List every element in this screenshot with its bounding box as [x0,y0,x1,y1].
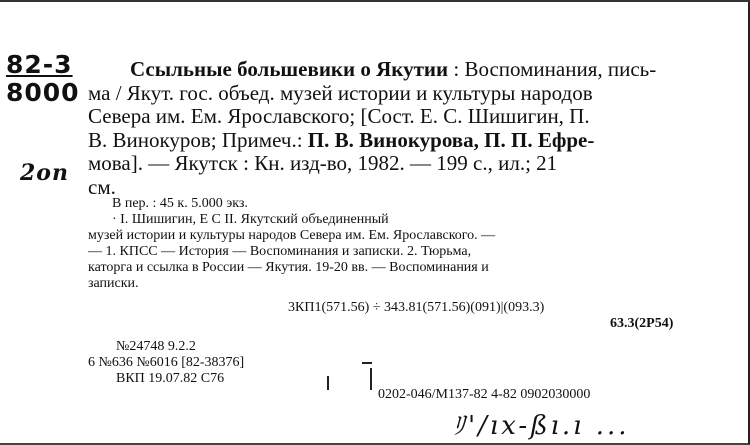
footer-line-3: ВКП 19.07.82 С76 [116,371,225,386]
handwritten-note: 2оп [20,160,69,186]
subject-line: записки. [88,276,139,291]
entry-text-bold: П. В. Винокурова, П. П. Ефре- [307,127,595,152]
stamp-mark [327,376,329,390]
price-line [88,196,700,212]
stamp-mark [370,368,372,390]
price-text: В пер. : 45 к. 5.000 экз. [112,196,248,211]
subject-line: · I. Шишигин, Е С II. Якутский объединенный [112,212,389,227]
entry-text: : Воспоминания, пись- [448,57,657,81]
subject-line: — 1. КПСС — История — Воспоминания и записки. 2. Тюрьма, [88,244,472,259]
subject-line: музей истории и культуры народов Севера им. Ем. Ярославского. — [88,228,496,243]
footer-code: 0202-046/М137-82 4-82 0902030000 [378,387,591,402]
entry-line-1 [88,58,700,82]
handwritten-code-top: 82-3 [6,50,73,79]
footer-line-2: 6 №636 №6016 [82-38376] [88,355,245,370]
classification-line-1: 3КП1(571.56) ÷ 343.81(571.56)(091)|(093.3) [288,300,545,315]
entry-line-3: Севера им. Ем. Ярославского; [Сост. Е. С. Шишигин, П. [88,104,590,128]
card-top-border [0,0,750,2]
classification-line-2: 63.3(2Р54) [610,316,674,331]
entry-line-6: см. [88,174,116,199]
handwritten-signature: ﾘ'/ıx-ßı.ı ... [452,411,630,441]
stamp-mark [362,362,372,364]
footer-line-1: №24748 9.2.2 [116,339,196,354]
handwritten-code-bottom: 8000 [6,78,80,107]
bibliographic-entry [88,58,700,199]
entry-text: В. Винокуров; Примеч.: [88,127,308,152]
entry-line-5: мова]. — Якутск : Кн. изд-во, 1982. — 199 с., ил.; 21 [88,151,558,175]
book-title: Ссыльные большевики о Якутии [130,57,449,81]
subject-line: каторга и ссылка в России — Якутия. 19-20 вв. — Воспоминания и [88,260,489,275]
entry-line-4 [88,129,700,153]
entry-line-2: ма / Якут. гос. объед. музей истории и культуры народов [88,80,593,105]
subject-headings [88,212,700,292]
